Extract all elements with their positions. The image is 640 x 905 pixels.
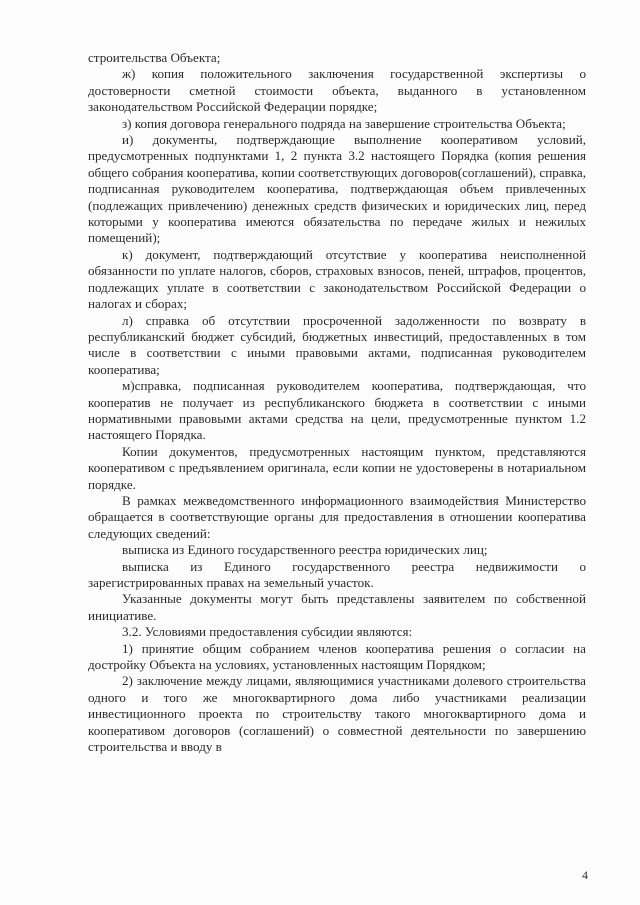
- paragraph: з) копия договора генерального подряда на завершение строительства Объекта;: [122, 115, 566, 131]
- paragraph: м)справка, подписанная руководителем кооператива, подтверждающая, что кооператив не получает из республиканского бюджета в соответствии с иными нормативными правовыми актами средства на цели, предусмотренные пунктом 1.2 настоящего Порядка.: [88, 378, 586, 443]
- paragraph: л) справка об отсутствии просроченной задолженности по возврату в республиканский бюджет субсидий, бюджетных инвестиций, предоставленных в том числе в соответствии с иными правовыми актами, подписанная руководителем кооператива;: [88, 312, 586, 377]
- paragraph: 3.2. Условиями предоставления субсидии являются:: [122, 624, 413, 640]
- paragraph: Копии документов, предусмотренных настоящим пунктом, представляются кооперативом с предъявлением оригинала, если копии не удостоверены в нотариальном порядке.: [88, 443, 586, 492]
- paragraph: 2) заключение между лицами, являющимися участниками долевого строительства одного и того же многоквартирного дома либо участниками реализации инвестиционного проекта по строительству такого многоквартирного дома и кооперативом договоров (соглашений) о совместной деятельности по завершению строительства и вводу в: [88, 673, 586, 755]
- paragraph: к) документ, подтверждающий отсутствие у кооператива неисполненной обязанности по уплате налогов, сборов, страховых взносов, пеней, штрафов, процентов, подлежащих уплате в соответствии с законодательством Российской Федерации о налогах и сборах;: [88, 246, 586, 312]
- paragraph: выписка из Единого государственного реестра юридических лиц;: [122, 542, 488, 558]
- paragraph: ж) копия положительного заключения государственной экспертизы о достоверности сметной стоимости объекта, выданного в установленном законодательством Российской Федерации порядке;: [88, 66, 586, 115]
- paragraph: Указанные документы могут быть представлены заявителем по собственной инициативе.: [88, 591, 586, 623]
- page-number: 4: [582, 868, 588, 882]
- paragraph: 1) принятие общим собранием членов кооператива решения о согласии на достройку Объекта на условиях, установленных настоящим Порядком;: [88, 640, 586, 673]
- paragraph: строительства Объекта;: [88, 50, 221, 65]
- paragraph: выписка из Единого государственного реестра недвижимости о зарегистрированных правах на земельный участок.: [88, 558, 586, 590]
- paragraph: и) документы, подтверждающие выполнение кооперативом условий, предусмотренных подпунктами 1, 2 пункта 3.2 настоящего Порядка (копия решения общего собрания кооператива, копии соответствующих договоров(соглашений), справка, подписанная руководителем кооператива, подтверждающая объем привлеченных (подлежащих привлечению) денежных средств физических и юридических лиц, перед которыми у кооператива имеются обязательства по передаче жилых и нежилых помещений);: [88, 132, 586, 246]
- paragraph: В рамках межведомственного информационного взаимодействия Министерство обращается в соответствующие органы для предоставления в отношении кооператива следующих сведений:: [88, 492, 586, 541]
- document-body: [88, 50, 586, 755]
